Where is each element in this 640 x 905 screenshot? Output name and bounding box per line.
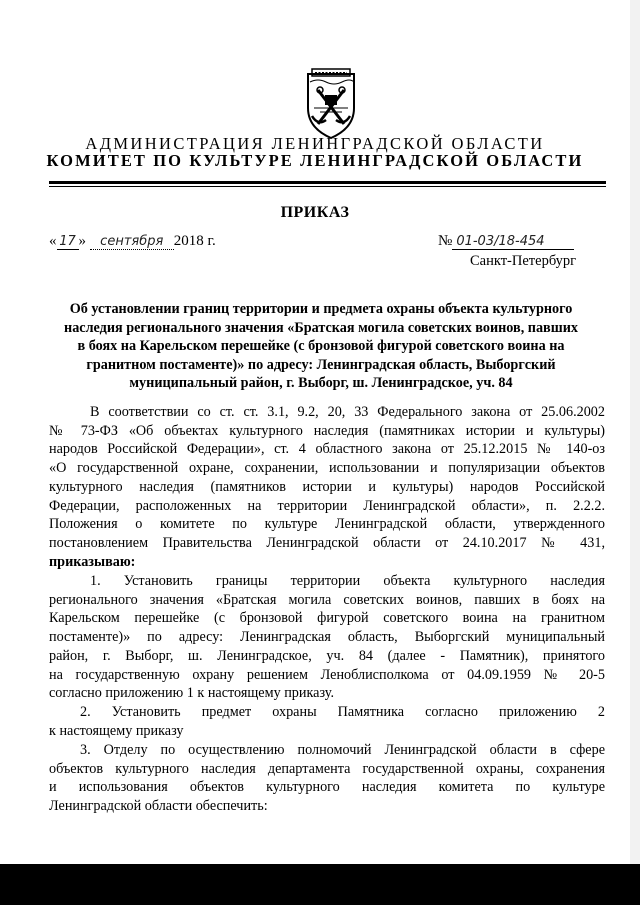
- scan-margin-right: [630, 0, 640, 864]
- heading-line: Об установлении границ территории и предмета охраны объекта культурного: [69, 301, 573, 317]
- date-close-quote: »: [78, 233, 86, 249]
- item-line: на государственную охрану решением Леноблисполкома от 04.09.1959 № 20-5: [49, 666, 605, 683]
- date-day: 17: [57, 234, 79, 250]
- item-line: 3. Отделу по осуществлению полномочий Ленинградской области в сфере: [80, 742, 605, 758]
- item-line: 1. Установить границы территории объекта культурного наследия: [90, 573, 605, 589]
- header-rule-thick: [49, 181, 606, 184]
- order-date: [49, 233, 216, 250]
- item-line: постаменте)» по адресу: Ленинградская область, Выборгский муниципальный: [49, 629, 605, 646]
- preamble-line: В соответствии со ст. ст. 3.1, 9.2, 20, 33 Федерального закона от 25.06.2002: [90, 404, 605, 420]
- item-line: и использования объектов культурного наследия комитета по культуре: [49, 779, 605, 796]
- date-year: 2018 г.: [173, 233, 216, 249]
- item-line: район, г. Выборг, ш. Ленинградское, уч. 84 (далее - Памятник), принятого: [49, 647, 605, 664]
- preamble-line: культурного наследия (памятников истории и культуры) народов Российской: [49, 478, 605, 495]
- heading-line: наследия регионального значения «Братская могила советских воинов, павших: [64, 319, 578, 336]
- order-subject-heading: [52, 300, 590, 393]
- order-number: [438, 233, 574, 250]
- heading-line: гранитном постаменте)» по адресу: Ленинградская область, Выборгский: [86, 356, 556, 373]
- item-2-paragraph: [49, 703, 605, 740]
- preamble-line: № 73-ФЗ «Об объектах культурного наследия (памятниках истории и культуры): [49, 422, 605, 439]
- item-line: объектов культурного наследия департамента государственной охраны, сохранения: [49, 760, 605, 777]
- item-line: Карельском перешейке (с бронзовой фигурой советского воина на гранитном: [49, 610, 605, 627]
- document-title: ПРИКАЗ: [280, 204, 350, 221]
- scan-margin-bottom: [0, 864, 640, 905]
- coat-of-arms-emblem: [298, 68, 364, 140]
- preamble-line: Федерации, расположенных на территории Ленинградской области», п. 2.2.2.: [49, 497, 605, 514]
- date-month: сентября: [90, 234, 174, 250]
- number-value: 01-03/18-454: [452, 234, 574, 250]
- preamble-paragraph: [49, 403, 605, 571]
- preamble-line: постановлением Правительства Ленинградской области от 24.10.2017 № 431,: [49, 534, 605, 551]
- city: Санкт-Петербург: [470, 253, 577, 269]
- number-label: №: [438, 233, 453, 249]
- item-line: регионального значения «Братская могила советских воинов, павших в боях на: [49, 591, 605, 608]
- item-line: Ленинградской области обеспечить:: [49, 798, 268, 815]
- preamble-line: народов Российской Федерации», ст. 4 областного закона от 25.12.2015 № 140-оз: [49, 441, 605, 458]
- preamble-line: Положения о комитете по культуре Ленинградской области, утвержденного: [49, 516, 605, 533]
- item-1-paragraph: [49, 572, 605, 703]
- item-line: 2. Установить предмет охраны Памятника согласно приложению 2: [80, 704, 605, 720]
- preamble-line: «О государственной охране, сохранении, использовании и популяризации объектов: [49, 460, 605, 477]
- administration-name: АДМИНИСТРАЦИЯ ЛЕНИНГРАДСКОЙ ОБЛАСТИ: [85, 134, 545, 153]
- item-line: к настоящему приказу: [49, 722, 184, 739]
- heading-line: в боях на Карельском перешейке (с бронзовой фигурой советского воина на: [77, 338, 565, 354]
- date-open-quote: «: [49, 233, 57, 249]
- heading-line: муниципальный район, г. Выборг, ш. Ленинградское, уч. 84: [129, 375, 513, 391]
- item-line: согласно приложению 1 к настоящему приказу.: [49, 685, 334, 702]
- committee-name: КОМИТЕТ ПО КУЛЬТУРЕ ЛЕНИНГРАДСКОЙ ОБЛАСТИ: [46, 151, 584, 170]
- header-rule-thin: [49, 186, 606, 187]
- item-3-paragraph: [49, 741, 605, 816]
- order-directive: приказываю:: [49, 553, 136, 570]
